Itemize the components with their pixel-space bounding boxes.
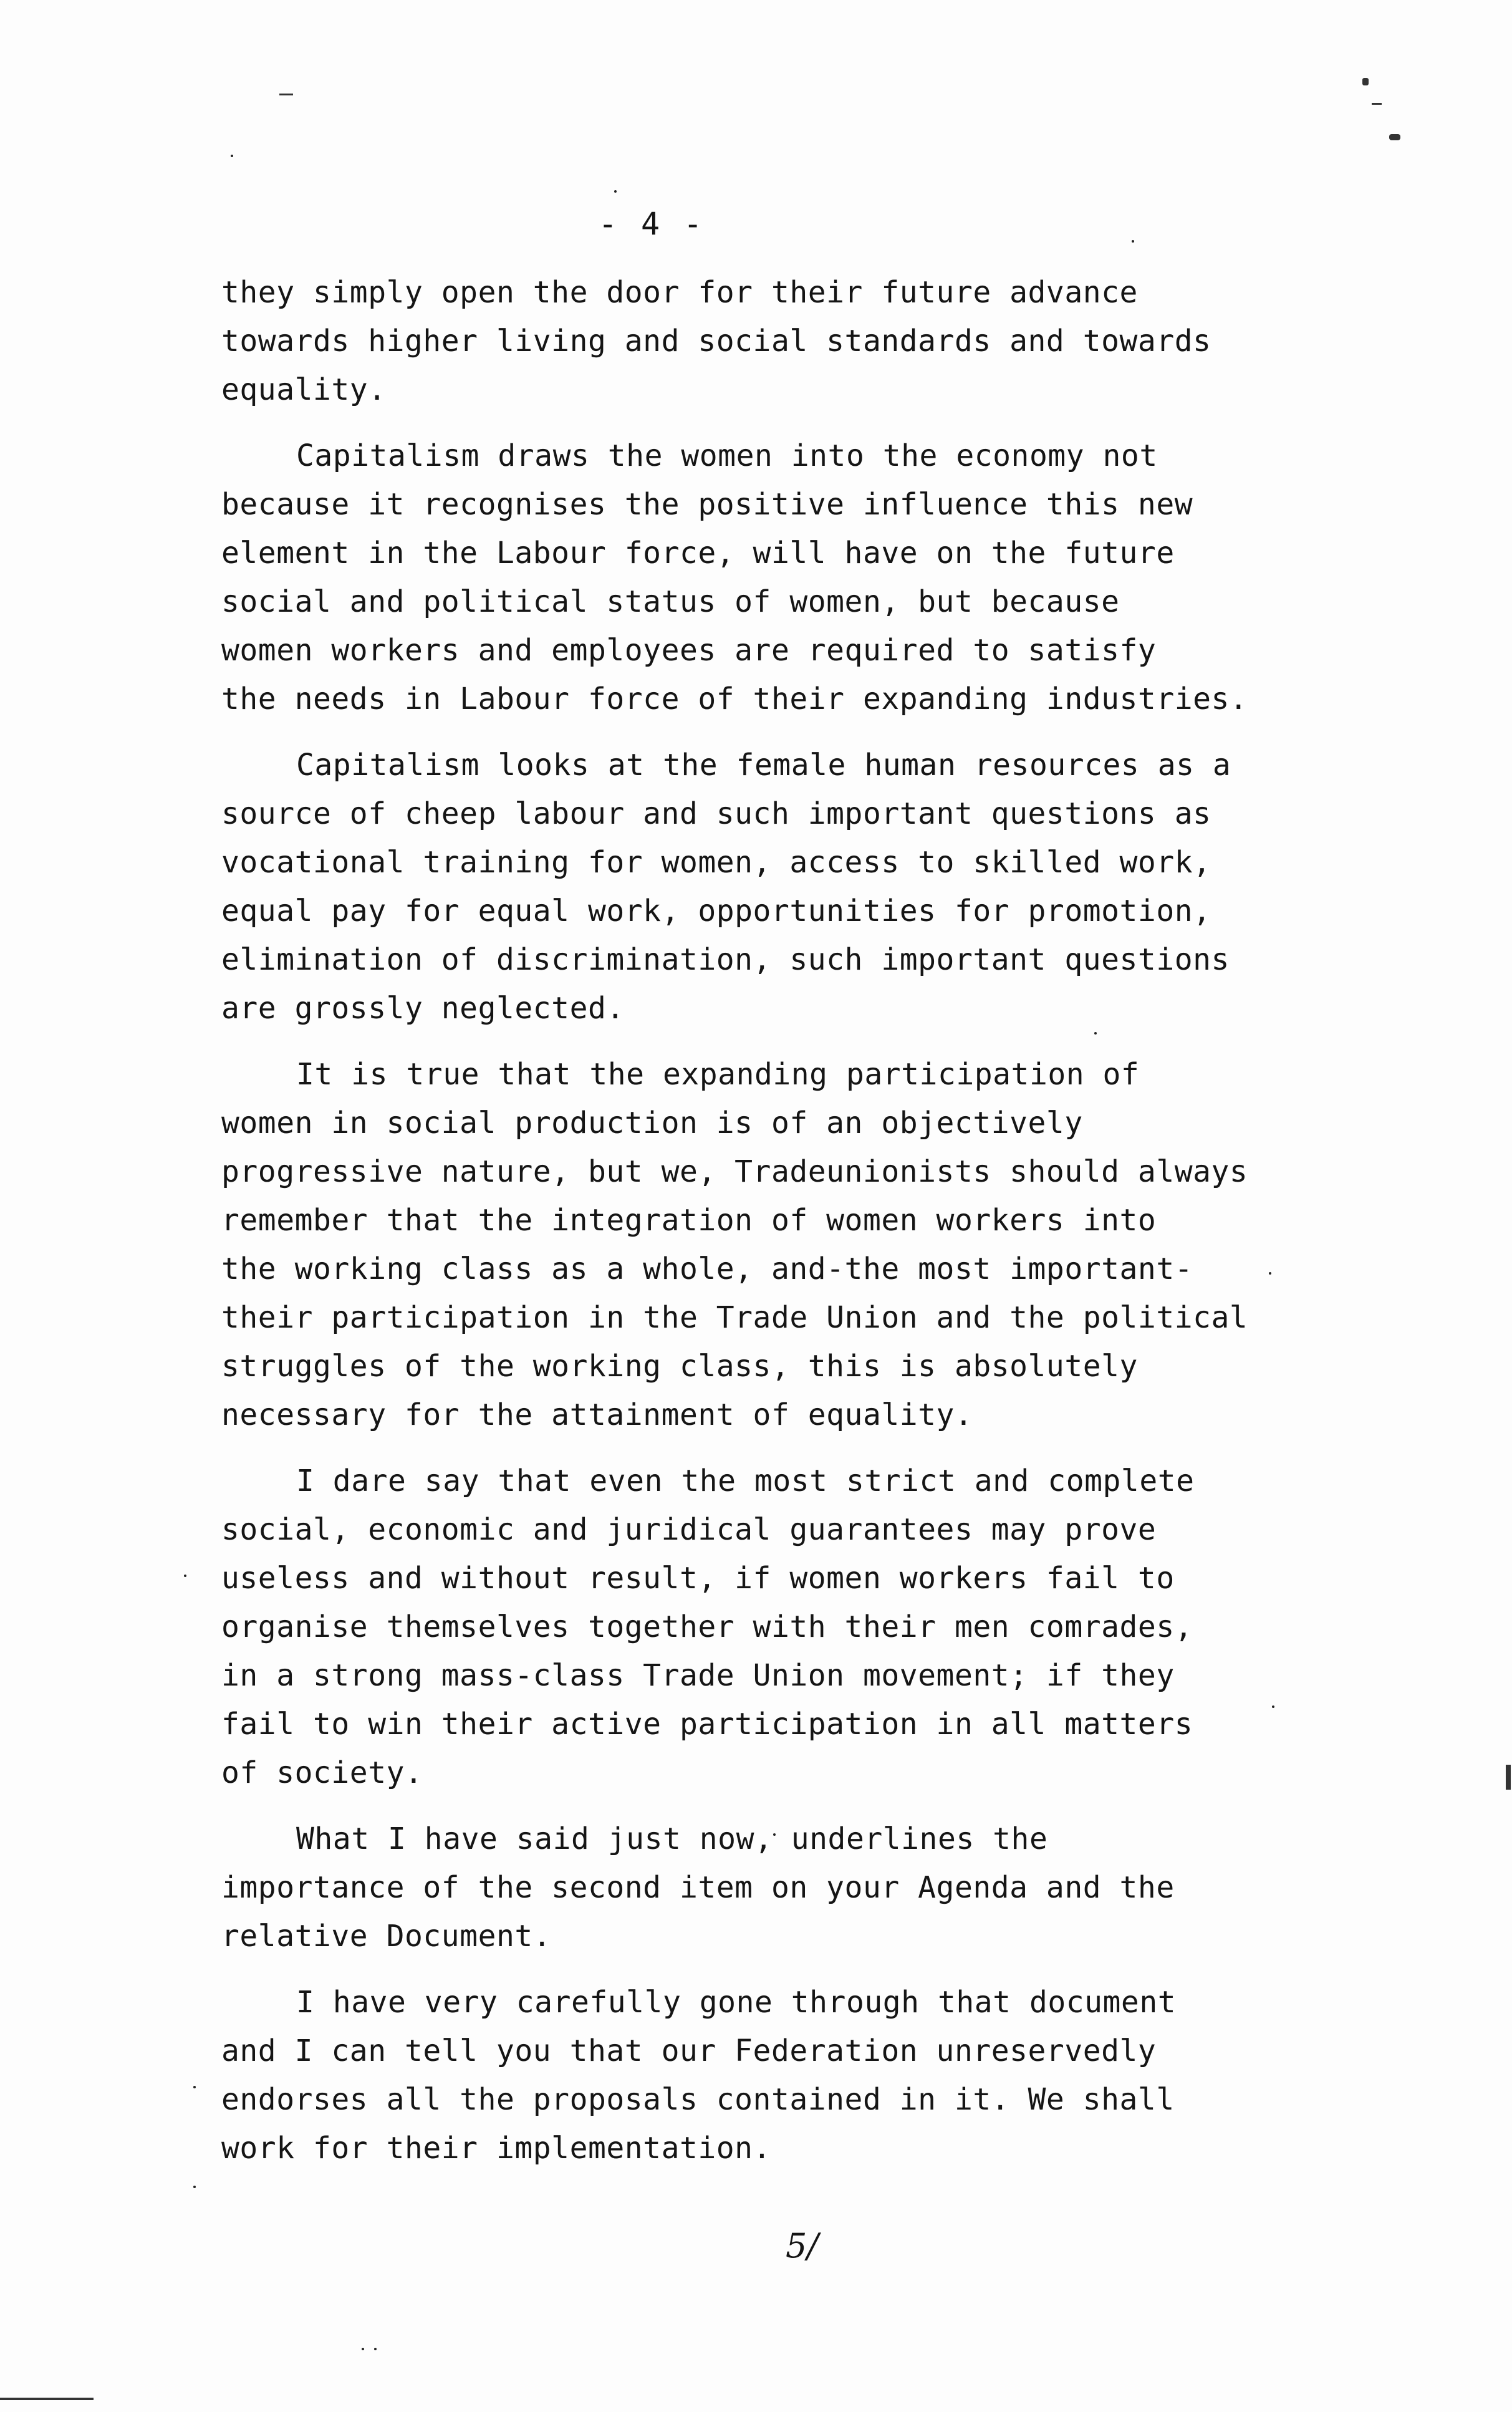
paragraph (221, 268, 1319, 414)
continuation-marker: 5/ (786, 2226, 819, 2265)
text-line: What I have said just now, underlines the (296, 1821, 1048, 1856)
text-line: women in social production is of an objectively (221, 1106, 1083, 1141)
text-line: organise themselves together with their men comrades, (221, 1609, 1193, 1644)
scan-mark (0, 2398, 94, 2400)
text-line: towards higher living and social standards and towards (221, 324, 1211, 359)
text-line: the needs in Labour force of their expanding industries. (221, 682, 1248, 716)
text-line: social and political status of women, but because (221, 584, 1120, 619)
paragraph (221, 1050, 1319, 1439)
scan-mark (1362, 78, 1369, 85)
scan-mark (1389, 134, 1400, 140)
scan-speck (231, 155, 233, 157)
paragraph (221, 741, 1319, 1033)
scan-mark (1506, 1765, 1511, 1790)
paragraph (221, 432, 1319, 723)
text-line: I dare say that even the most strict and complete (296, 1464, 1195, 1498)
text-line: elimination of discrimination, such important questions (221, 942, 1230, 977)
text-line: vocational training for women, access to skilled work, (221, 845, 1211, 880)
text-line: relative Document. (221, 1919, 552, 1954)
text-line: social, economic and juridical guarantees may prove (221, 1512, 1157, 1547)
text-line: useless and without result, if women workers fail to (221, 1561, 1175, 1596)
scan-mark (1372, 103, 1382, 105)
text-line: fail to win their active participation in all matters (221, 1707, 1193, 1742)
text-line: they simply open the door for their future advance (221, 275, 1138, 310)
text-line: Capitalism looks at the female human resources as a (296, 748, 1231, 783)
text-line: I have very carefully gone through that document (296, 1985, 1177, 2020)
text-line: work for their implementation. (221, 2131, 771, 2166)
text-line: equality. (221, 372, 387, 407)
page-number: - 4 - (598, 206, 705, 242)
text-line: necessary for the attainment of equality. (221, 1397, 973, 1432)
text-line: importance of the second item on your Agenda and the (221, 1870, 1175, 1905)
scan-speck (362, 2348, 364, 2350)
scan-speck (193, 2086, 196, 2088)
text-line: endorses all the proposals contained in it. We shall (221, 2082, 1175, 2117)
text-line: element in the Labour force, will have on the future (221, 536, 1175, 571)
scan-speck (614, 190, 617, 193)
text-line: It is true that the expanding participation of (296, 1057, 1140, 1092)
text-line: equal pay for equal work, opportunities for promotion, (221, 894, 1211, 929)
text-line: struggles of the working class, this is absolutely (221, 1349, 1138, 1384)
text-line: source of cheep labour and such important questions as (221, 796, 1211, 831)
scan-speck (374, 2348, 377, 2350)
paragraph (221, 1815, 1319, 1961)
text-line: remember that the integration of women workers into (221, 1203, 1157, 1238)
text-line: and I can tell you that our Federation unreservedly (221, 2033, 1157, 2068)
text-line: progressive nature, but we, Tradeunionists should always (221, 1154, 1248, 1189)
text-line: in a strong mass-class Trade Union movement; if they (221, 1658, 1175, 1693)
text-line: women workers and employees are required to satisfy (221, 633, 1157, 668)
text-line: Capitalism draws the women into the economy not (296, 438, 1158, 473)
text-line: the working class as a whole, and-the most important- (221, 1252, 1193, 1286)
text-line: their participation in the Trade Union and the political (221, 1300, 1248, 1335)
document-body (221, 268, 1319, 2190)
scan-speck (193, 2186, 196, 2188)
paragraph (221, 1457, 1319, 1797)
paragraph (221, 1978, 1319, 2173)
text-line: are grossly neglected. (221, 991, 625, 1026)
scan-mark (279, 94, 293, 95)
text-line: because it recognises the positive influence this new (221, 487, 1193, 522)
scan-speck (184, 1575, 186, 1577)
text-line: of society. (221, 1755, 423, 1790)
